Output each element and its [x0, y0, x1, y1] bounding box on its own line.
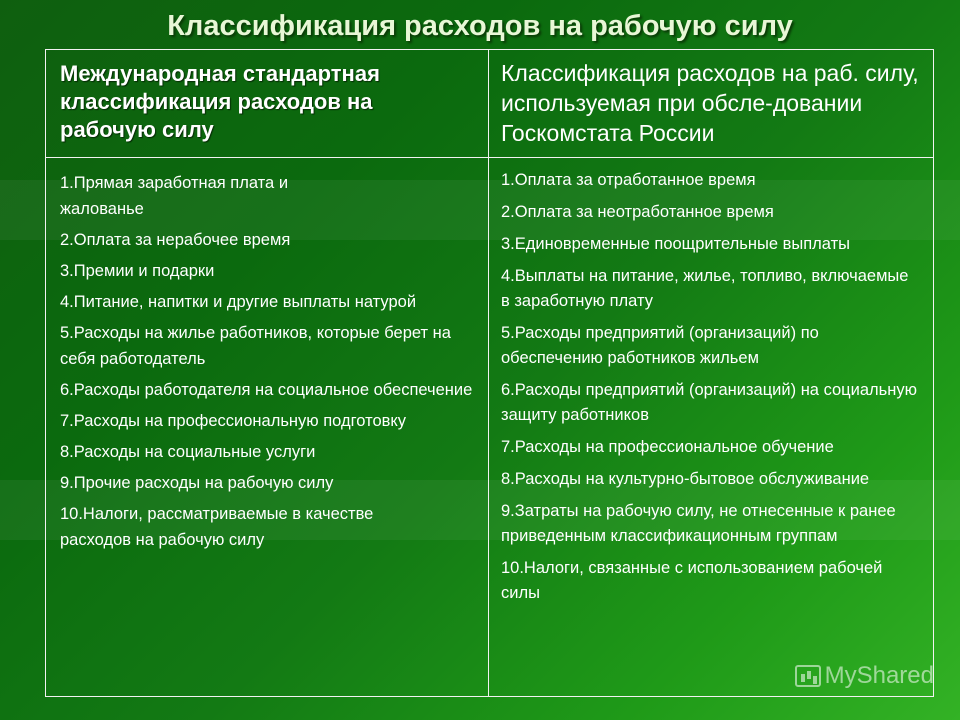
- list-item: 8.Расходы на социальные услуги: [60, 443, 316, 461]
- list-item: 10.Налоги, связанные с использованием рабочей силы: [501, 559, 883, 602]
- watermark-text: MyShared: [824, 662, 934, 689]
- list-item: 4.Питание, напитки и другие выплаты натурой: [60, 293, 417, 311]
- list-item: 6.Расходы работодателя на социальное обеспечение: [60, 381, 473, 399]
- list-item: 5.Расходы на жилье работников, которые берет на себя работодатель: [60, 324, 451, 368]
- list-item: 9.Затраты на рабочую силу, не отнесенные к ранее приведенным классификационным группам: [501, 502, 896, 545]
- list-item: 5.Расходы предприятий (организаций) по обеспечению работников жильем: [501, 324, 819, 367]
- header-right: Классификация расходов на раб. силу, используемая при обсле-довании Госкомстата России: [488, 50, 933, 157]
- myshared-logo-icon: [795, 665, 821, 687]
- list-item: 3.Премии и подарки: [60, 262, 215, 280]
- right-column: [488, 157, 933, 696]
- list-item: 2.Оплата за нерабочее время: [60, 231, 291, 249]
- watermark: [795, 662, 934, 690]
- list-item: 8.Расходы на культурно-бытовое обслуживание: [501, 470, 870, 488]
- list-item: 10.Налоги, рассматриваемые в качестве: [60, 505, 374, 523]
- slide-title: Классификация расходов на рабочую силу: [167, 10, 793, 42]
- list-item: 6.Расходы предприятий (организаций) на социальную защиту работников: [501, 381, 917, 424]
- list-item: 7.Расходы на профессиональную подготовку: [60, 412, 407, 430]
- classification-table: [45, 49, 934, 697]
- list-item: 7.Расходы на профессиональное обучение: [501, 438, 834, 456]
- left-column: [46, 157, 488, 696]
- header-left: Международная стандартная классификация расходов на рабочую силу: [60, 61, 380, 142]
- list-item: 4.Выплаты на питание, жилье, топливо, включаемые в заработную плату: [501, 267, 909, 310]
- list-item: 3.Единовременные поощрительные выплаты: [501, 235, 851, 253]
- list-item: жалованье: [60, 200, 144, 218]
- list-item: 9.Прочие расходы на рабочую силу: [60, 474, 334, 492]
- list-item: 2.Оплата за неотработанное время: [501, 203, 774, 221]
- list-item: 1.Прямая заработная плата и: [60, 174, 289, 192]
- list-item: расходов на рабочую силу: [60, 531, 265, 549]
- list-item: 1.Оплата за отработанное время: [501, 171, 756, 189]
